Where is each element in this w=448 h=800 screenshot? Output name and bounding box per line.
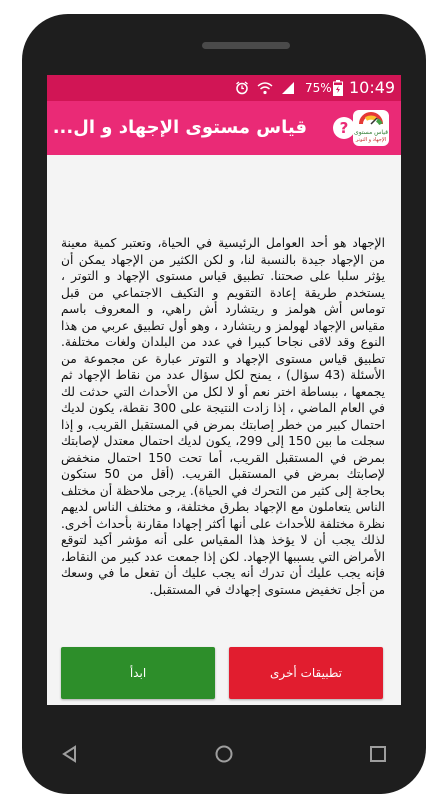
battery-percent: 75% [305, 81, 332, 95]
start-button[interactable]: ابدأ [61, 647, 215, 699]
status-bar [47, 75, 401, 101]
alarm-icon [235, 75, 249, 101]
app-logo [353, 110, 389, 146]
app-title: قياس مستوى الإجهاد و ال... [52, 117, 307, 138]
app-bar [47, 101, 401, 155]
app-screen [47, 75, 401, 705]
phone-speaker [202, 42, 290, 49]
battery-icon [333, 75, 343, 101]
recents-icon[interactable] [368, 744, 388, 768]
home-icon[interactable] [214, 744, 234, 768]
logo-text-line2: الإجهاد و التوتر [355, 137, 387, 143]
help-icon[interactable]: ? [333, 117, 355, 139]
description-text: الإجهاد هو أحد العوامل الرئيسية في الحياة، وتعتبر كمية معينة من الإجهاد جيدة بالنسبة لنا، و لكن الكثير من الإجهاد يمكن أن يؤثر سلبا على صحتنا. تطبيق قياس مستوى الإجهاد و التوتر ، يستخدم طريقة إعادة التقويم و التكيف الاجتماعي من قبل توماس أش هولمز و ريتشارد أش راهي، و المعروف باسم مقياس الإجهاد لهولمز و ريتشارد ، وهو أول تطبيق عربي من هذا النوع وقد لاقى نجاحا كبيرا في عدد من البلدان ولغات مختلفة. تطبيق قياس مستوى الإجهاد و التوتر عبارة عن مجموعة من الأسئلة (43 سؤال) ، يمنح لكل سؤال عدد من نقاط الإجهاد ثم يجمعها ، ببساطة اختر نعم أو لا لكل من الأحداث التي حدثت لك في العام الماضي ، إذا زادت النتيجة على 300 نقطة، يكون لديك احتمال كبير من خطر إصابتك بمرض في المستقبل القريب، و إذا سجلت ما بين 150 إلى 299، يكون لديك احتمال معتدل لإصابتك بمرض في المستقبل القريب، أما تحت 150 احتمال منخفض لإصابتك بمرض في المستقبل القريب. (أقل من 50 ستكون بحاجة إلى كثير من التحرك في الحياة). يرجى ملاحظة أن مختلف الناس يتعاملون مع الإجهاد بطرق مختلفة، و مختلف الناس لديهم نظرة مختلفة للأحداث على أنها أكثر إجهادا مقارنة بأحداث أخرى. لذلك يجب أن لا يؤخذ هذا المقياس على أنه مؤشر أكيد لتوقع الأمراض التي يسببها الإجهاد. لكن إذا جمعت عدد كبير من النقاط، فإنه يجب عليك أن تدرك أنه يجب عليك أن تفعل ما في وسعك من أجل تخفيض مستوى إجهادك في المستقبل. [61, 236, 385, 597]
back-icon[interactable] [60, 744, 80, 768]
other-apps-button[interactable]: تطبيقات أخرى [229, 647, 383, 699]
status-time: 10:49 [349, 78, 396, 97]
signal-icon [281, 75, 295, 101]
wifi-icon [257, 75, 273, 101]
logo-text-line1: قياس مستوى [354, 129, 388, 136]
